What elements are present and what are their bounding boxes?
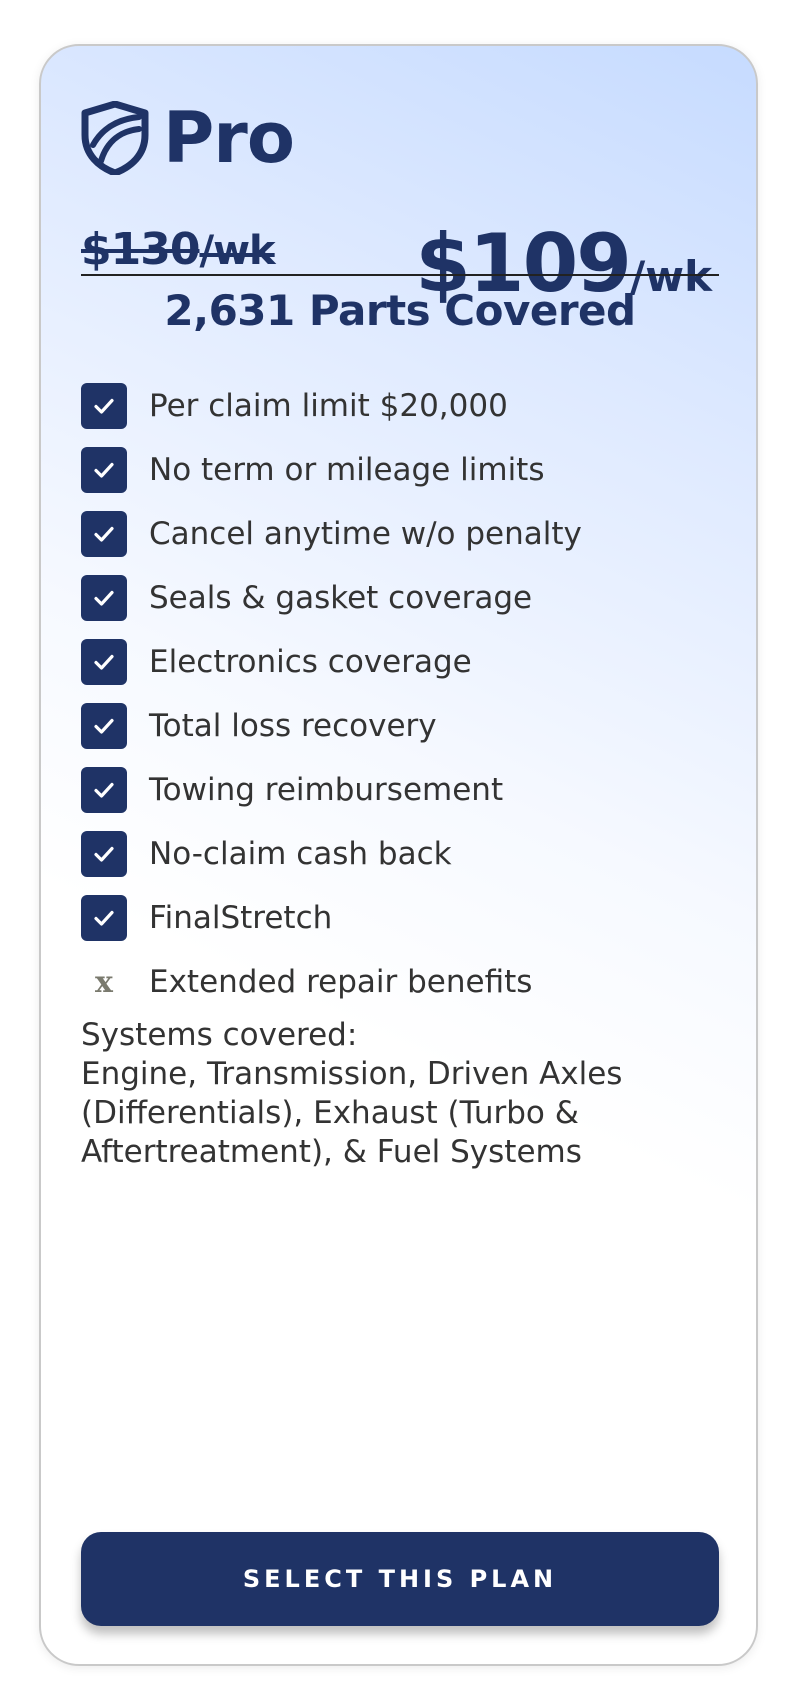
systems-text: Engine, Transmission, Driven Axles (Differentials), Exhaust (Turbo & Aftertreatment), & Fuel Systems — [81, 1056, 623, 1170]
feature-item — [81, 822, 721, 886]
check-icon — [81, 895, 127, 941]
feature-label: FinalStretch — [149, 900, 333, 936]
feature-item — [81, 566, 721, 630]
check-icon — [81, 639, 127, 685]
original-price-unit: /wk — [199, 228, 275, 274]
feature-label: Total loss recovery — [149, 708, 437, 744]
feature-item — [81, 374, 721, 438]
parts-covered: 2,631 Parts Covered — [164, 286, 636, 335]
feature-list — [81, 374, 721, 1014]
feature-item — [81, 950, 721, 1014]
plan-name: Pro — [163, 97, 294, 179]
check-icon — [81, 767, 127, 813]
feature-label: Per claim limit $20,000 — [149, 388, 508, 424]
feature-label: Extended repair benefits — [149, 964, 533, 1000]
check-icon — [81, 383, 127, 429]
check-icon — [81, 447, 127, 493]
select-plan-button[interactable]: SELECT THIS PLAN — [81, 1532, 719, 1626]
check-icon — [81, 575, 127, 621]
feature-label: Electronics coverage — [149, 644, 472, 680]
feature-label: No term or mileage limits — [149, 452, 545, 488]
feature-item — [81, 886, 721, 950]
pricing-card — [39, 44, 758, 1666]
feature-item — [81, 758, 721, 822]
current-price-unit: /wk — [629, 252, 712, 301]
systems-covered — [81, 1016, 721, 1172]
feature-label: No-claim cash back — [149, 836, 452, 872]
feature-item — [81, 502, 721, 566]
price-divider — [81, 274, 719, 276]
current-price-amount: $109 — [415, 217, 630, 310]
check-icon — [81, 703, 127, 749]
original-price — [81, 224, 275, 275]
feature-label: Towing reimbursement — [149, 772, 504, 808]
systems-heading: Systems covered: — [81, 1017, 358, 1053]
check-icon — [81, 831, 127, 877]
feature-item — [81, 630, 721, 694]
feature-label: Cancel anytime w/o penalty — [149, 516, 582, 552]
feature-item — [81, 694, 721, 758]
plan-header — [81, 98, 294, 178]
check-icon — [81, 511, 127, 557]
shield-icon — [81, 101, 149, 175]
x-icon: x — [95, 964, 113, 1000]
original-price-amount: $130 — [81, 224, 200, 275]
feature-item — [81, 438, 721, 502]
feature-label: Seals & gasket coverage — [149, 580, 533, 616]
